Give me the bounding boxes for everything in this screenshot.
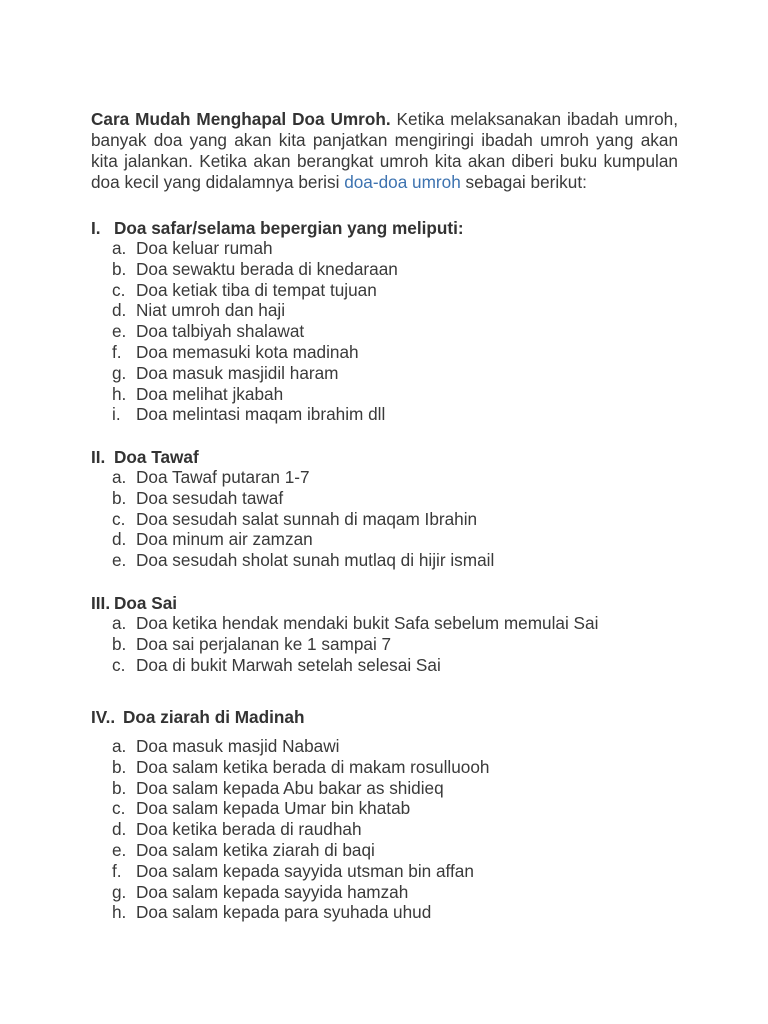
item-text: Doa melihat jkabah	[136, 383, 284, 404]
item-letter: a.	[112, 467, 127, 487]
section-number: III.	[91, 593, 111, 613]
section-title: Doa safar/selama bepergian yang meliputi:	[114, 218, 464, 238]
item-text: Doa minum air zamzan	[136, 529, 313, 550]
section-2-list	[112, 467, 494, 571]
item-letter: e.	[112, 839, 127, 860]
item-letter: b.	[112, 633, 127, 654]
item-letter: d.	[112, 529, 127, 550]
item-letter: b.	[112, 756, 127, 777]
list-item	[112, 819, 489, 840]
item-text: Doa ketika hendak mendaki bukit Safa sebelum memulai Sai	[136, 613, 599, 633]
item-text: Doa masuk masjidil haram	[136, 362, 339, 383]
item-text: Doa di bukit Marwah setelah selesai Sai	[136, 654, 441, 675]
item-text: Doa sewaktu berada di knedaraan	[136, 258, 398, 279]
item-letter: c.	[112, 654, 126, 675]
section-heading-1	[91, 218, 464, 239]
item-letter: d.	[112, 819, 127, 840]
item-letter: b.	[112, 487, 127, 508]
list-item	[112, 861, 489, 882]
list-item	[112, 384, 398, 405]
intro-paragraph	[91, 109, 678, 192]
list-item	[112, 342, 398, 363]
item-text: Doa salam ketika ziarah di baqi	[136, 839, 375, 860]
item-letter: a.	[112, 238, 127, 258]
list-item	[112, 488, 494, 509]
list-item	[112, 882, 489, 903]
list-item	[112, 509, 494, 530]
intro-text-end: sebagai berikut:	[460, 171, 587, 192]
list-item	[112, 363, 398, 384]
doa-umroh-link[interactable]: doa-doa umroh	[344, 171, 461, 192]
section-3-list	[112, 613, 598, 675]
section-title: Doa ziarah di Madinah	[123, 707, 305, 727]
item-text: Doa masuk masjid Nabawi	[136, 736, 340, 756]
item-letter: d.	[112, 300, 127, 321]
section-heading-4	[91, 707, 304, 728]
item-letter: e.	[112, 550, 127, 571]
item-text: Doa sesudah sholat sunah mutlaq di hijir ismail	[136, 550, 495, 571]
item-letter: h.	[112, 383, 127, 404]
intro-text: Ketika melaksanakan ibadah umroh, banyak doa yang akan kita panjatkan mengiringi ibadah umroh yang akan kita jalankan. Ketika akan berangkat umroh kita akan diberi buku kumpulan doa kecil yang didalamnya berisi	[91, 109, 678, 192]
item-letter: c.	[112, 279, 126, 300]
section-title: Doa Sai	[114, 593, 178, 613]
list-item	[112, 655, 598, 676]
list-item	[112, 902, 489, 923]
item-letter: b.	[112, 777, 127, 798]
list-item	[112, 404, 398, 425]
item-text: Doa ketika berada di raudhah	[136, 819, 362, 840]
section-number: II.	[91, 447, 106, 467]
item-letter: h.	[112, 902, 127, 923]
list-item	[112, 613, 598, 634]
item-text: Doa talbiyah shalawat	[136, 321, 305, 342]
section-number: I.	[91, 218, 101, 238]
section-4-list	[112, 736, 489, 923]
item-letter: e.	[112, 321, 127, 342]
intro-title: Cara Mudah Menghapal Doa Umroh.	[91, 109, 391, 130]
item-text: Doa sesudah salat sunnah di maqam Ibrahin	[136, 508, 478, 529]
item-text: Doa salam kepada Abu bakar as shidieq	[136, 777, 444, 798]
item-letter: f.	[112, 860, 122, 881]
list-item	[112, 550, 494, 571]
list-item	[112, 529, 494, 550]
section-number: IV..	[91, 707, 116, 727]
item-letter: f.	[112, 341, 122, 362]
list-item	[112, 840, 489, 861]
item-text: Doa salam kepada Umar bin khatab	[136, 798, 411, 819]
list-item	[112, 321, 398, 342]
section-title: Doa Tawaf	[114, 447, 199, 467]
list-item	[112, 778, 489, 799]
item-text: Doa melintasi maqam ibrahim dll	[136, 404, 386, 425]
item-text: Doa Tawaf putaran 1-7	[136, 467, 310, 487]
item-letter: a.	[112, 736, 127, 756]
item-letter: c.	[112, 508, 126, 529]
list-item	[112, 798, 489, 819]
item-letter: i.	[112, 404, 121, 425]
item-text: Doa keluar rumah	[136, 238, 273, 258]
item-letter: g.	[112, 362, 127, 383]
list-item	[112, 300, 398, 321]
section-heading-3	[91, 593, 177, 614]
item-text: Doa salam ketika berada di makam rosulluooh	[136, 756, 490, 777]
list-item	[112, 259, 398, 280]
list-item	[112, 238, 398, 259]
section-1-list	[112, 238, 398, 425]
list-item	[112, 280, 398, 301]
item-text: Doa salam kepada para syuhada uhud	[136, 902, 432, 923]
item-letter: g.	[112, 881, 127, 902]
item-text: Doa salam kepada sayyida utsman bin affan	[136, 860, 474, 881]
section-heading-2	[91, 447, 199, 468]
item-text: Niat umroh dan haji	[136, 300, 286, 321]
item-letter: b.	[112, 258, 127, 279]
list-item	[112, 634, 598, 655]
item-text: Doa ketiak tiba di tempat tujuan	[136, 279, 377, 300]
item-text: Doa salam kepada sayyida hamzah	[136, 881, 409, 902]
item-text: Doa memasuki kota madinah	[136, 341, 359, 362]
list-item	[112, 736, 489, 757]
item-letter: c.	[112, 798, 126, 819]
list-item	[112, 467, 494, 488]
item-letter: a.	[112, 613, 127, 633]
item-text: Doa sesudah tawaf	[136, 487, 284, 508]
item-text: Doa sai perjalanan ke 1 sampai 7	[136, 633, 392, 654]
list-item	[112, 757, 489, 778]
